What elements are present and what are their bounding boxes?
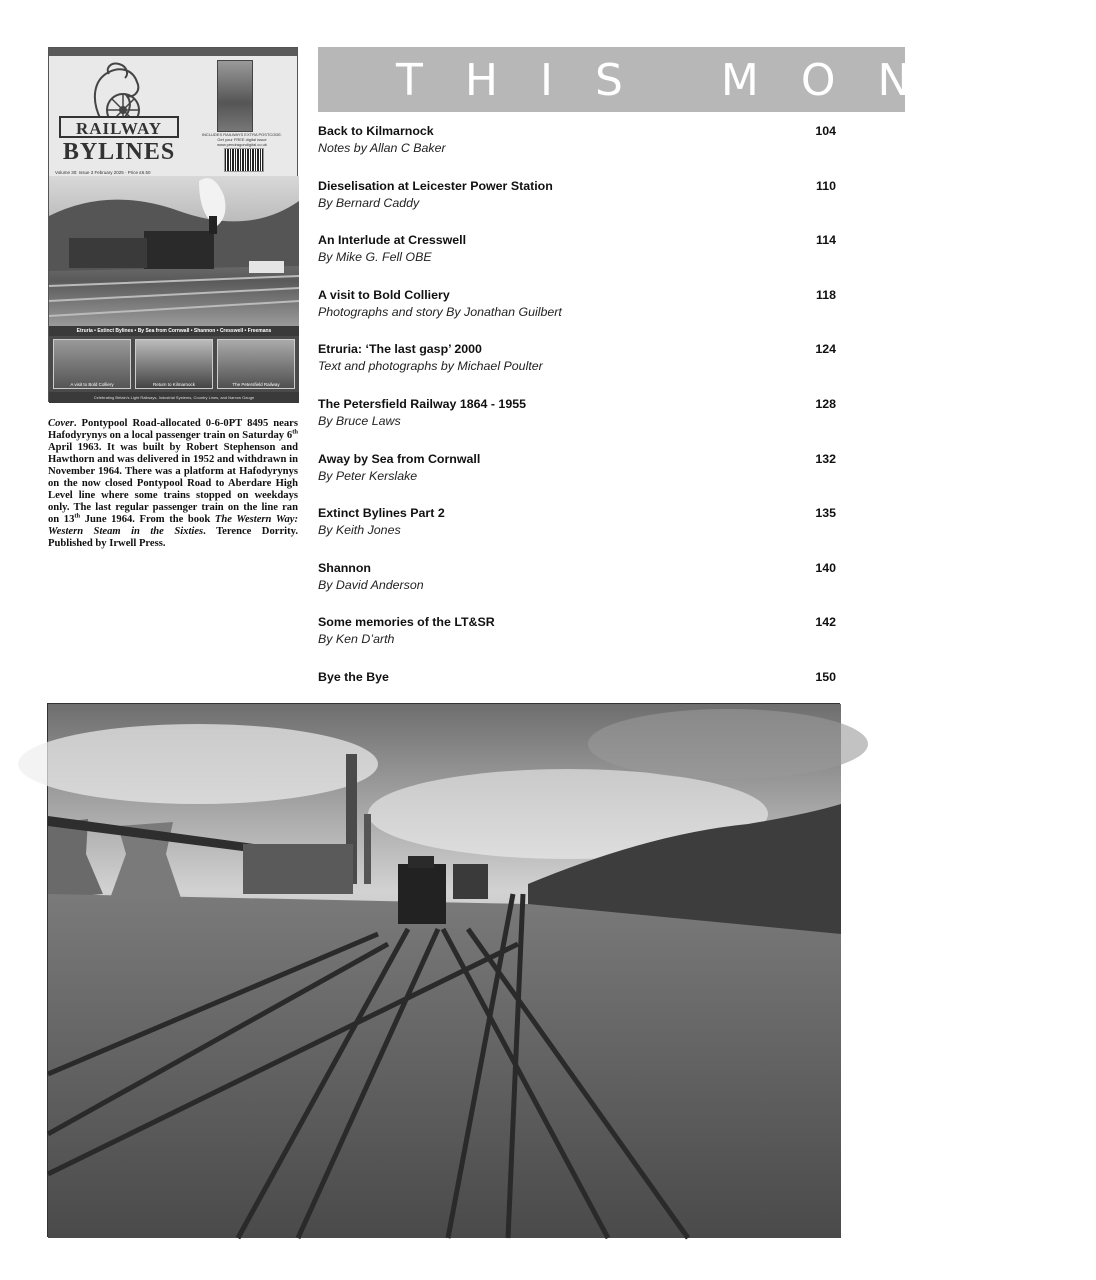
cover-title-railway: RAILWAY: [59, 116, 179, 138]
header-title: THIS MONTH: [396, 55, 1096, 106]
entry-byline: By Bruce Laws: [318, 414, 401, 428]
entry-byline: By Bernard Caddy: [318, 195, 420, 210]
cover-caption: [48, 418, 298, 550]
entry-page-number: 124: [815, 342, 836, 357]
entry-byline: Text and photographs by Michael Poulter: [318, 359, 543, 374]
cover-thumb-label: The Petersfield Railway: [232, 382, 280, 387]
entry-title: Bye the Bye: [318, 670, 389, 684]
contents-entry: [318, 124, 836, 164]
cover-footer: Celebrating Britain's Light Railways, Industrial Systems, Country Lines, and Narrow Gauge: [49, 392, 299, 403]
entry-page-number: 132: [815, 451, 836, 466]
contents-entry: [318, 397, 836, 437]
caption-label: Cover: [48, 418, 74, 429]
cover-thumb: [135, 339, 213, 389]
cover-top-bar: [49, 48, 297, 56]
cover-contents-strip: Etruria • Extinct Bylines • By Sea from Cornwall • Shannon • Cresswell • Freemans: [49, 326, 299, 336]
cover-issue-line: Volume 30: Issue 3 February 2025 · Price £6.50: [55, 170, 151, 175]
contents-entry: [318, 233, 836, 273]
section-header: [318, 47, 1096, 112]
contents-entry: [318, 179, 836, 219]
entry-title: Etruria: ‘The last gasp’ 2000: [318, 342, 482, 357]
entry-title: Extinct Bylines Part 2: [318, 506, 445, 521]
caption-text: April 1963. It was built by Robert Stephenson and Hawthorn and was delivered in 1952 and withdrawn in November 1964. There was a platform at Hafodyrynys on the now closed Pontypool Road to Aberdare High Level line where some trains stopped on weekdays only. The last regular passenger train on the line ran on 13: [48, 442, 298, 525]
entry-page-number: 142: [815, 615, 836, 630]
cover-mini-magazine: [217, 60, 253, 132]
contents-entry: [318, 452, 836, 492]
contents-entry: [318, 561, 836, 601]
entry-page-number: 128: [815, 397, 836, 411]
entry-byline: By Peter Kerslake: [318, 468, 418, 483]
contents-entry: [318, 342, 836, 382]
cover-title-bylines: BYLINES: [62, 139, 176, 165]
cover-thumb: [217, 339, 295, 389]
entry-page-number: 104: [815, 124, 836, 138]
contents-entry: [318, 615, 836, 655]
entry-title: A visit to Bold Colliery: [318, 287, 450, 302]
contents-entry: [318, 288, 836, 328]
cover-thumb-label: Return to Kilmarnock: [152, 382, 196, 387]
entry-page-number: 135: [815, 506, 836, 521]
caption-text: . Pontypool Road-allocated 0-6-0PT 8495 nears Hafodyrynys on a local passenger train on Saturday 6: [48, 418, 298, 441]
caption-book-title: The Western Way: Western Steam in the Sixties: [48, 514, 298, 537]
entry-page-number: 140: [815, 560, 836, 575]
entry-title: The Petersfield Railway 1864 - 1955: [318, 397, 526, 411]
entry-page-number: 118: [816, 287, 836, 302]
entry-title: An Interlude at Cresswell: [318, 233, 467, 248]
cover-thumb: [53, 339, 131, 389]
entry-title: Shannon: [318, 560, 371, 575]
cover-locomotive-photo: [49, 176, 299, 326]
caption-text: June 1964. From the book: [80, 514, 215, 525]
entry-title: Dieselisation at Leicester Power Station: [318, 178, 553, 193]
magazine-cover: [48, 47, 298, 402]
entry-byline: By Keith Jones: [318, 523, 401, 538]
entry-byline: By Ken D’arth: [318, 632, 395, 647]
contents-entry: [318, 506, 836, 546]
barcode-icon: [224, 148, 264, 172]
etruria-photo: [47, 703, 840, 1237]
cover-blurb: INCLUDES RAILWAYS EXTRA POSTCODE. Get your FREE digital issue www.pendragondigital.co.uk: [201, 132, 283, 147]
entry-title: Back to Kilmarnock: [318, 124, 434, 138]
entry-page-number: 114: [816, 233, 836, 248]
cover-thumbnails: [49, 336, 299, 392]
cover-thumb-label: A visit to Bold Colliery: [70, 382, 114, 387]
caption-text: . Terence Dorrity. Published by Irwell Press.: [48, 526, 298, 549]
entry-title: Some memories of the LT&SR: [318, 615, 495, 630]
entry-page-number: 110: [816, 178, 836, 193]
entry-byline: By Mike G. Fell OBE: [318, 250, 432, 265]
entry-page-number: 150: [815, 670, 836, 684]
caption-superscript: th: [74, 512, 81, 520]
caption-superscript: th: [292, 428, 298, 436]
entry-byline: Notes by Allan C Baker: [318, 141, 446, 155]
entry-title: Away by Sea from Cornwall: [318, 451, 481, 466]
entry-byline: By David Anderson: [318, 577, 424, 592]
entry-byline: Photographs and story By Jonathan Guilbert: [318, 304, 562, 319]
